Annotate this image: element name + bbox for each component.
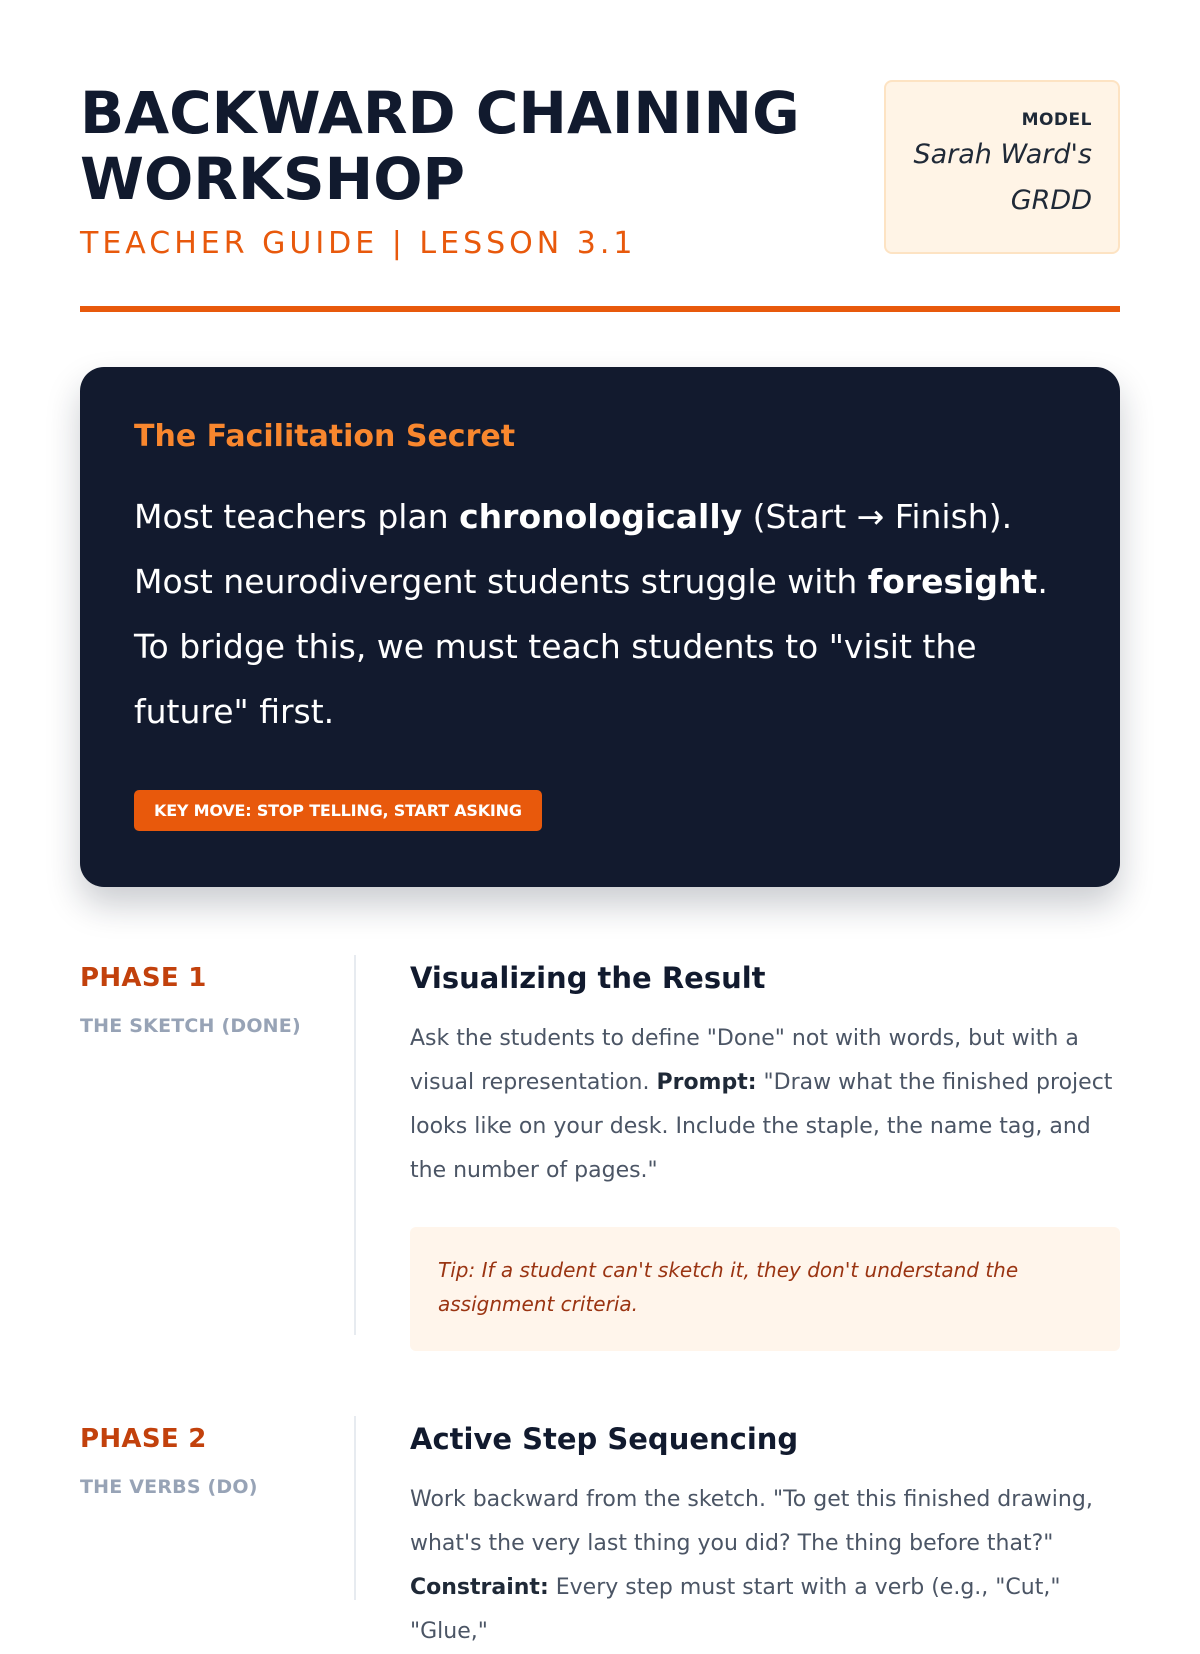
phase-1-divider [354,955,356,1335]
phase-1-title: Visualizing the Result [410,961,766,995]
phase-2-label-column [80,1416,350,1498]
secret-line-2-bold: foresight [867,562,1038,601]
header-divider [80,306,1120,312]
phase-1-text-post: "Draw what the finished project looks like on your desk. Include the staple, the name tag, and the number of pages." [410,1070,1113,1183]
phase-2-section [80,1416,1120,1644]
key-move-badge: KEY MOVE: STOP TELLING, START ASKING [134,790,542,831]
secret-body [134,484,1069,744]
secret-line-2-post: . [1037,562,1048,601]
phase-1-tag: THE SKETCH (DONE) [80,1015,301,1037]
phase-2-constraint-label: Constraint: [410,1575,549,1600]
page-header [80,80,1120,310]
phase-1-prompt-label: Prompt: [656,1070,757,1095]
phase-1-label-column [80,955,350,1037]
model-name-line-1: Sarah Ward's [913,139,1092,170]
secret-line-1-post: (Start → Finish). [742,497,1013,536]
phase-2-text-post: Every step must start with a verb (e.g., "Cut," "Glue," [410,1575,1061,1644]
phase-1-text-pre: Ask the students to define "Done" not with words, but with a visual representation. [410,1026,1079,1095]
title-line-1: BACKWARD CHAINING [80,79,800,147]
phase-1-text [410,1017,1120,1193]
phase-2-text-pre: Work backward from the sketch. "To get this finished drawing, what's the very last thing you did? The thing before that?" [410,1487,1093,1556]
phase-2-divider [354,1416,356,1600]
phase-1-tip: Tip: If a student can't sketch it, they don't understand the assignment criteria. [410,1227,1120,1351]
model-name-line-2: GRDD [1010,185,1092,216]
model-label: MODEL [1021,110,1092,130]
secret-title: The Facilitation Secret [134,419,516,454]
phase-2-tag: THE VERBS (DO) [80,1476,258,1498]
phase-1-number: PHASE 1 [80,963,207,993]
model-name [906,132,1092,224]
phase-2-number: PHASE 2 [80,1424,207,1454]
phase-1-content [410,955,1120,1351]
secret-line-1-bold: chronologically [459,497,743,536]
page-subtitle: TEACHER GUIDE | LESSON 3.1 [80,226,637,261]
facilitation-secret-card [80,367,1120,887]
secret-line-2-pre: Most neurodivergent students struggle with [134,562,868,601]
secret-line-1-pre: Most teachers plan [134,497,460,536]
teacher-guide-page [80,0,1120,1644]
page-title [80,80,840,212]
phase-2-text [410,1478,1120,1654]
model-box [884,80,1120,254]
phase-1-section [80,955,1120,1335]
phase-2-content [410,1416,1120,1654]
phase-2-title: Active Step Sequencing [410,1422,799,1456]
title-line-2: WORKSHOP [80,145,466,213]
secret-line-3: To bridge this, we must teach students to "visit the future" first. [134,627,977,731]
